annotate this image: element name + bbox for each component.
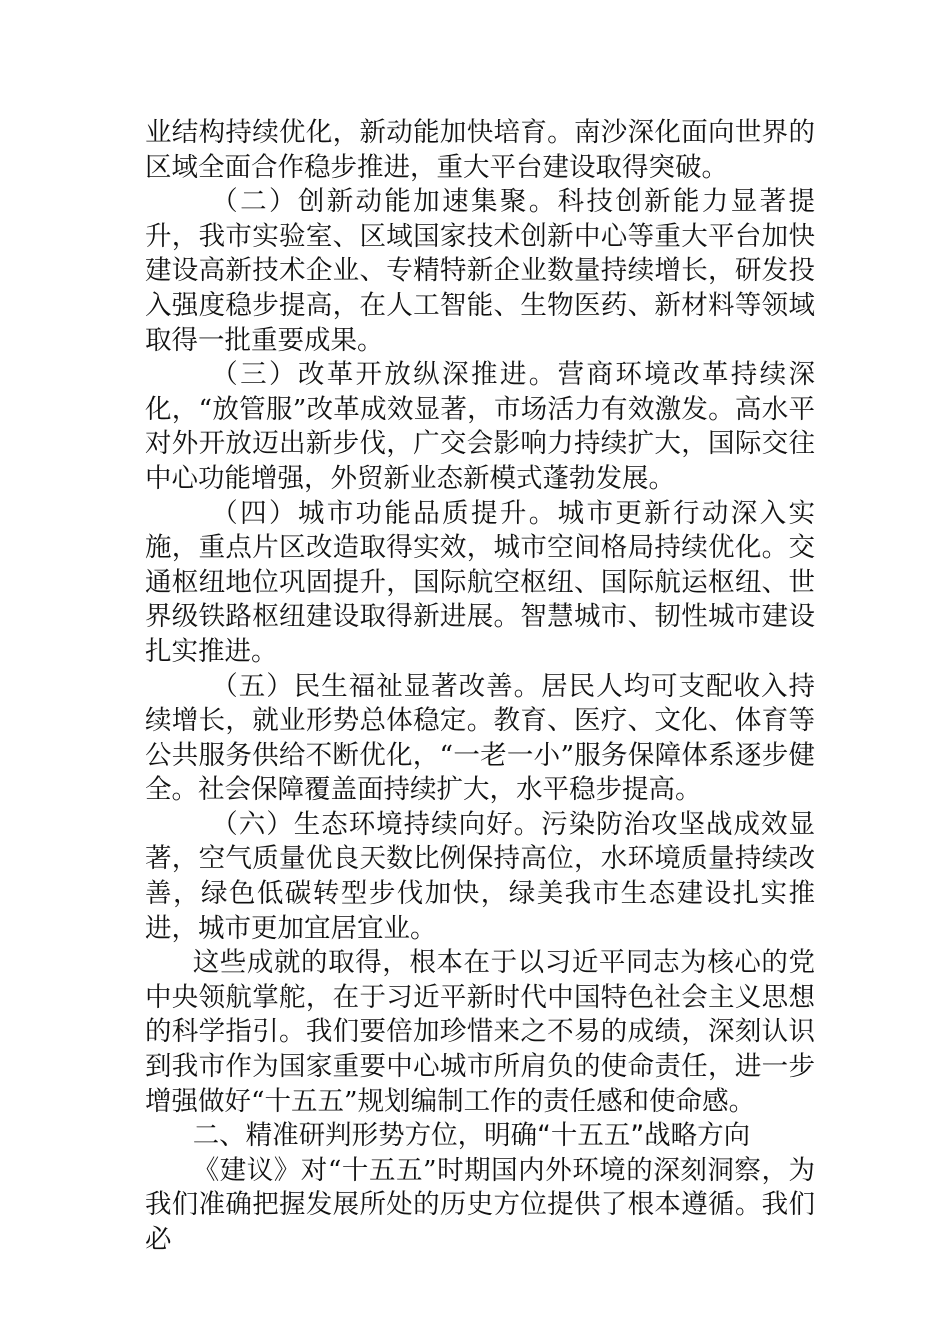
paragraph-continuation: 业结构持续优化，新动能加快培育。南沙深化面向世界的区域全面合作稳步推进，重大平台建设取得突破。 — [145, 117, 815, 183]
document-body — [145, 116, 815, 1258]
paragraph-reform: （三）改革开放纵深推进。营商环境改革持续深化，“放管服”改革成效显著，市场活力有效激发。高水平对外开放迈出新步伐，广交会影响力持续扩大，国际交往中心功能增强，外贸新业态新模式蓬勃发展。 — [145, 359, 815, 494]
paragraph-livelihood: （五）民生福祉显著改善。居民人均可支配收入持续增长，就业形势总体稳定。教育、医疗、文化、体育等公共服务供给不断优化，“一老一小”服务保障体系逐步健全。社会保障覆盖面持续扩大，水平稳步提高。 — [145, 670, 815, 806]
paragraph-ecology: （六）生态环境持续向好。污染防治攻坚战成效显著，空气质量优良天数比例保持高位，水环境质量持续改善，绿色低碳转型步伐加快，绿美我市生态建设扎实推进，城市更加宜居宜业。 — [145, 808, 815, 944]
section-heading: 二、精准研判形势方位，明确“十五五”战略方向 — [192, 1120, 751, 1152]
paragraph-urban-function: （四）城市功能品质提升。城市更新行动深入实施，重点片区改造取得实效，城市空间格局持续优化。交通枢纽地位巩固提升，国际航空枢纽、国际航运枢纽、世界级铁路枢纽建设取得新进展。智慧城市、韧性城市建设扎实推进。 — [145, 497, 815, 667]
paragraph-achievements-summary: 这些成就的取得，根本在于以习近平同志为核心的党中央领航掌舵，在于习近平新时代中国特色社会主义思想的科学指引。我们要倍加珍惜来之不易的成绩，深刻认识到我市作为国家重要中心城市所肩负的使命责任，进一步增强做好“十五五”规划编制工作的责任感和使命感。 — [145, 947, 815, 1117]
paragraph-situation: 《建议》对“十五五”时期国内外环境的深刻洞察，为我们准确把握发展所处的历史方位提供了根本遵循。我们必 — [145, 1154, 815, 1255]
paragraph-innovation: （二）创新动能加速集聚。科技创新能力显著提升，我市实验室、区域国家技术创新中心等重大平台加快建设高新技术企业、专精特新企业数量持续增长，研发投入强度稳步提高，在人工智能、生物医药、新材料等领域取得一批重要成果。 — [145, 186, 815, 356]
